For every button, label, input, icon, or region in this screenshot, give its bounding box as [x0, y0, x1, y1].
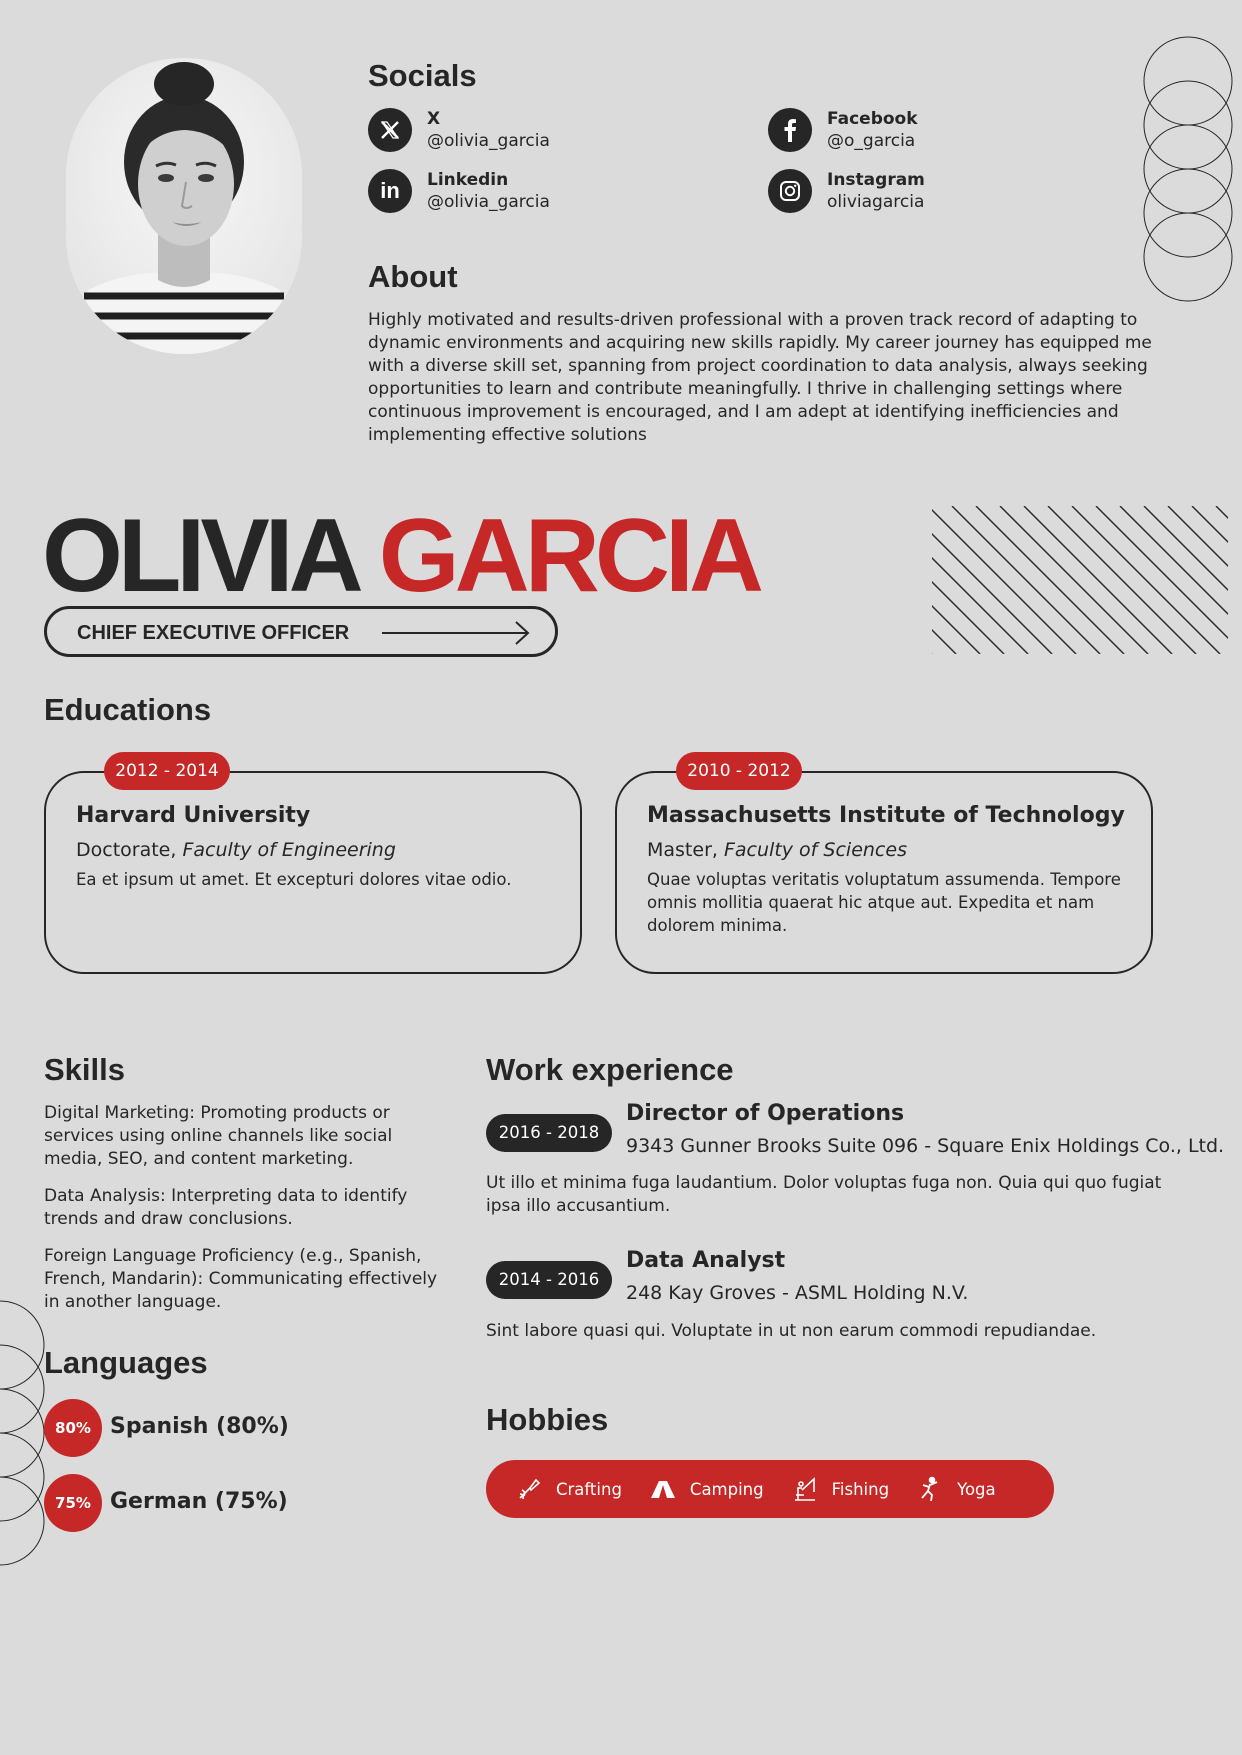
work-years-badge: 2014 - 2016 — [486, 1261, 612, 1299]
work-role: Director of Operations — [626, 1101, 905, 1126]
language-level-badge: 75% — [44, 1474, 102, 1532]
arrow-right-icon — [382, 621, 532, 645]
full-name — [42, 496, 759, 616]
work-role: Data Analyst — [626, 1248, 786, 1273]
socials-heading: Socials — [368, 58, 477, 93]
profile-photo — [66, 58, 302, 354]
language-level-badge: 80% — [44, 1399, 102, 1457]
social-x-handle: @olivia_garcia — [427, 131, 550, 151]
hobby-label: Crafting — [556, 1479, 622, 1499]
social-instagram[interactable] — [768, 169, 925, 213]
about-heading: About — [368, 259, 458, 294]
job-title: CHIEF EXECUTIVE OFFICER — [77, 622, 350, 644]
education-card-harvard — [44, 771, 582, 974]
tent-icon — [650, 1477, 676, 1501]
hobby-label: Yoga — [957, 1479, 996, 1499]
social-x-name: X — [427, 109, 441, 129]
education-years-badge: 2012 - 2014 — [104, 752, 230, 790]
language-label: German (75%) — [110, 1489, 288, 1514]
education-years-badge: 2010 - 2012 — [676, 752, 802, 790]
social-facebook[interactable] — [768, 108, 918, 152]
languages-heading: Languages — [44, 1345, 208, 1380]
decorative-hatch-pattern — [932, 506, 1228, 654]
education-faculty: Faculty of Engineering — [182, 839, 396, 861]
work-description: Ut illo et minima fuga laudantium. Dolor voluptas fuga non. Quia qui quo fugiat ipsa illo accusantium. — [486, 1173, 1162, 1216]
skill-item: Data Analysis: Interpreting data to identify trends and draw conclusions. — [44, 1186, 408, 1229]
job-title-pill — [44, 606, 558, 657]
hobbies-heading: Hobbies — [486, 1402, 609, 1437]
crafting-icon — [516, 1476, 542, 1502]
social-instagram-name: Instagram — [827, 170, 925, 190]
work-description: Sint labore quasi qui. Voluptate in ut non earum commodi repudiandae. — [486, 1321, 1097, 1341]
education-card-mit — [615, 771, 1153, 974]
education-heading: Educations — [44, 692, 212, 727]
social-x[interactable] — [368, 108, 550, 152]
x-logo-icon — [368, 108, 412, 152]
education-degree — [647, 839, 907, 861]
social-linkedin[interactable] — [368, 169, 550, 213]
decorative-rings-left — [0, 1300, 46, 1576]
skill-item: Foreign Language Proficiency (e.g., Spanish, French, Mandarin): Communicating effectively in another language. — [44, 1246, 438, 1312]
education-degree-type: Master, — [647, 839, 718, 861]
education-school: Massachusetts Institute of Technology — [647, 803, 1125, 828]
skills-heading: Skills — [44, 1052, 125, 1087]
social-facebook-name: Facebook — [827, 109, 918, 129]
hobby-label: Fishing — [831, 1479, 890, 1499]
hobby-camping — [650, 1477, 764, 1501]
education-degree — [76, 839, 396, 861]
about-text: Highly motivated and results-driven professional with a proven track record of adapting to dynamic environments and acquiring new skills rapidly. My career journey has equipped me with a diverse skill set, spanning from project coordination to data analysis, always seeking opportunities to learn and contribute meaningfully. I thrive in challenging settings where continuous improvement is encouraged, and I am adept at identifying inefficiencies and implementing effective solutions — [368, 310, 1152, 445]
work-company: 9343 Gunner Brooks Suite 096 - Square Enix Holdings Co., Ltd. — [626, 1135, 1225, 1157]
skill-item: Digital Marketing: Promoting products or services using online channels like social media, SEO, and content marketing. — [44, 1103, 393, 1169]
yoga-icon — [917, 1476, 943, 1502]
work-years-badge: 2016 - 2018 — [486, 1114, 612, 1152]
hobby-yoga — [917, 1476, 996, 1502]
education-faculty: Faculty of Sciences — [723, 839, 907, 861]
hobbies-pill — [486, 1460, 1054, 1518]
first-name: OLIVIA — [42, 498, 355, 614]
education-degree-type: Doctorate, — [76, 839, 177, 861]
work-company: 248 Kay Groves - ASML Holding N.V. — [626, 1282, 969, 1304]
instagram-icon — [768, 169, 812, 213]
hobby-fishing — [792, 1476, 889, 1502]
linkedin-icon: in — [368, 169, 412, 213]
education-description: Ea et ipsum ut amet. Et excepturi dolores vitae odio. — [76, 870, 512, 889]
hobby-crafting — [516, 1476, 622, 1502]
social-instagram-handle: oliviagarcia — [827, 192, 925, 212]
social-facebook-handle: @o_garcia — [827, 131, 916, 151]
facebook-icon — [768, 108, 812, 152]
social-linkedin-name: Linkedin — [427, 170, 509, 190]
social-linkedin-handle: @olivia_garcia — [427, 192, 550, 212]
work-heading: Work experience — [486, 1052, 734, 1087]
fishing-icon — [792, 1476, 818, 1502]
language-label: Spanish (80%) — [110, 1414, 289, 1439]
education-description: Quae voluptas veritatis voluptatum assumenda. Tempore omnis mollitia quaerat hic atque aut. Expedita et nam dolorem minima. — [647, 870, 1121, 935]
decorative-rings-top — [1140, 36, 1236, 306]
last-name: GARCIA — [378, 498, 759, 614]
hobby-label: Camping — [689, 1479, 764, 1499]
education-school: Harvard University — [76, 803, 311, 828]
